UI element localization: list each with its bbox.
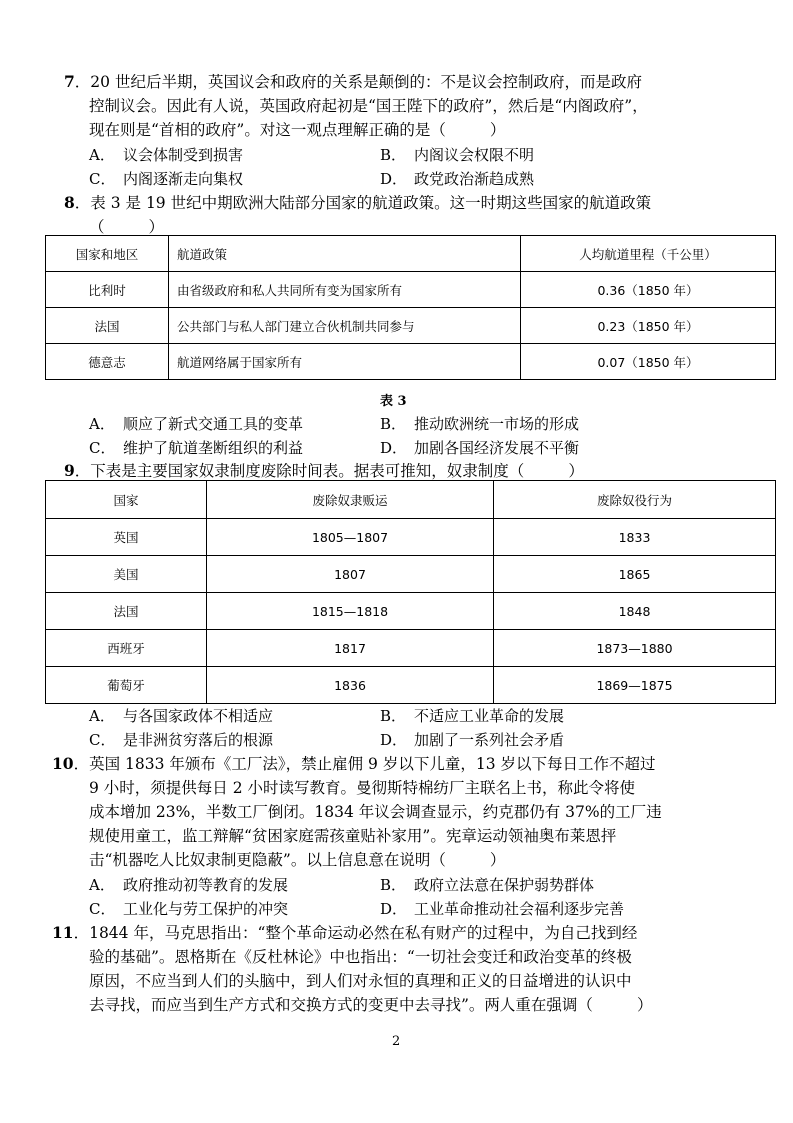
table-cell: 比利时: [46, 272, 169, 308]
question-number: 7: [64, 72, 75, 91]
question-text: ．1844 年，马克思指出：“整个革命运动必然在私有财产的过程中，为自己找到经: [73, 924, 638, 942]
question-number: 11: [52, 923, 74, 942]
table-cell: 德意志: [46, 344, 169, 380]
table-header: 国家: [46, 481, 207, 519]
question-text: ）: [636, 996, 653, 1014]
question-number: 10: [52, 754, 74, 773]
question-text: ．下表是主要国家奴隶制度废除时间表。据表可推知，奴隶制度（: [74, 462, 525, 480]
question-text: 成本增加 23%，半数工厂倒闭。1834 年议会调查显示，约克郡仍有 37%的工厂违: [89, 803, 662, 821]
table-row: [46, 519, 776, 556]
page-number: 2: [392, 1034, 401, 1049]
table-cell: 公共部门与私人部门建立合伙机制共同参与: [169, 308, 521, 344]
table-header: 废除奴役行为: [494, 481, 776, 519]
table-cell: 美国: [46, 556, 207, 593]
option-b: B． 不适应工业革命的发展: [380, 707, 565, 725]
table-cell: 航道网络属于国家所有: [169, 344, 521, 380]
table-row: [46, 308, 776, 344]
option-d: D． 工业革命推动社会福利逐步完善: [380, 900, 625, 918]
option-d: D． 加剧各国经济发展不平衡: [380, 439, 580, 457]
table-cell: 1869—1875: [494, 667, 776, 704]
options-9: [89, 704, 769, 752]
question-text: 控制议会。因此有人说，英国政府起初是“国王陛下的政府”，然后是“内阁政府”，: [89, 97, 648, 115]
question-text: ．英国 1833 年颁布《工厂法》，禁止雇佣 9 岁以下儿童，13 岁以下每日工作不超过: [73, 755, 656, 773]
option-c: C． 内阁逐渐走向集权: [89, 170, 244, 188]
table-cell: 1817: [207, 630, 494, 667]
option-a: A． 政府推动初等教育的发展: [89, 876, 289, 894]
question-text: 9 小时，须提供每日 2 小时读写教育。曼彻斯特棉纺厂主联名上书，称此令将使: [89, 779, 636, 797]
question-text: 去寻找，而应当到生产方式和交换方式的变更中去寻找”。两人重在强调（: [89, 996, 593, 1014]
question-text: ．20 世纪后半期，英国议会和政府的关系是颠倒的：不是议会控制政府，而是政府: [74, 73, 642, 91]
table-row: [46, 556, 776, 593]
options-10: [89, 873, 769, 921]
question-number: 8: [64, 193, 75, 212]
options-7: [89, 143, 769, 191]
option-d: D． 加剧了一系列社会矛盾: [380, 731, 565, 749]
table-header: 人均航道里程（千公里）: [521, 236, 776, 272]
table-cell: 法国: [46, 593, 207, 630]
table-cell: 0.07（1850 年）: [521, 344, 776, 380]
table-cell: 1865: [494, 556, 776, 593]
option-b: B． 政府立法意在保护弱势群体: [380, 876, 595, 894]
table-cell: 1873—1880: [494, 630, 776, 667]
table-cell: 西班牙: [46, 630, 207, 667]
question-11: [52, 921, 756, 1017]
table-cell: 英国: [46, 519, 207, 556]
question-number: 9: [64, 461, 75, 480]
table-3: [45, 235, 776, 380]
table-cell: 0.23（1850 年）: [521, 308, 776, 344]
question-text: ）: [148, 218, 165, 236]
option-a: A． 顺应了新式交通工具的变革: [89, 415, 304, 433]
table-header: 航道政策: [169, 236, 521, 272]
table-header: 国家和地区: [46, 236, 169, 272]
question-text: 原因，不应当到人们的头脑中，到人们对永恒的真理和正义的日益增进的认识中: [89, 972, 632, 990]
question-7: [64, 70, 754, 142]
question-text: ）: [489, 851, 506, 869]
table-cell: 1815—1818: [207, 593, 494, 630]
table-cell: 法国: [46, 308, 169, 344]
table-cell: 1805—1807: [207, 519, 494, 556]
question-text: ．表 3 是 19 世纪中期欧洲大陆部分国家的航道政策。这一时期这些国家的航道政策: [74, 194, 652, 212]
table-row: [46, 272, 776, 308]
question-text: 现在则是“首相的政府”。对这一观点理解正确的是（: [89, 121, 446, 139]
table-cell: 由省级政府和私人共同所有变为国家所有: [169, 272, 521, 308]
question-text: ）: [568, 462, 584, 480]
options-8: [89, 412, 769, 460]
option-a: A． 议会体制受到损害: [89, 146, 244, 164]
table-caption: 表 3: [380, 394, 407, 409]
option-d: D． 政党政治渐趋成熟: [380, 170, 535, 188]
table-cell: 0.36（1850 年）: [521, 272, 776, 308]
table-header: 废除奴隶贩运: [207, 481, 494, 519]
table-row: [46, 667, 776, 704]
table-cell: 1807: [207, 556, 494, 593]
question-10: [52, 752, 756, 872]
option-c: C． 维护了航道垄断组织的利益: [89, 439, 304, 457]
question-text: 击“机器吃人比奴隶制更隐蔽”。以上信息意在说明（: [89, 851, 446, 869]
table-row: [46, 593, 776, 630]
table-cell: 1848: [494, 593, 776, 630]
table-cell: 1833: [494, 519, 776, 556]
table-header-row: [46, 481, 776, 519]
option-a: A． 与各国家政体不相适应: [89, 707, 274, 725]
question-8: [64, 191, 754, 239]
option-c: C． 工业化与劳工保护的冲突: [89, 900, 289, 918]
table-row: [46, 344, 776, 380]
question-text: ）: [489, 121, 506, 139]
option-b: B． 内阁议会权限不明: [380, 146, 535, 164]
table-cell: 葡萄牙: [46, 667, 207, 704]
table-cell: 1836: [207, 667, 494, 704]
question-text: （: [89, 218, 105, 236]
slavery-table: [45, 480, 776, 704]
question-text: 规使用童工，监工辩解“贫困家庭需孩童贴补家用”。宪章运动领袖奥布莱恩抨: [89, 827, 617, 845]
option-b: B． 推动欧洲统一市场的形成: [380, 415, 580, 433]
question-text: 验的基础”。恩格斯在《反杜林论》中也指出：“一切社会变迁和政治变革的终极: [89, 948, 632, 966]
option-c: C． 是非洲贫穷落后的根源: [89, 731, 274, 749]
table-header-row: [46, 236, 776, 272]
table-row: [46, 630, 776, 667]
